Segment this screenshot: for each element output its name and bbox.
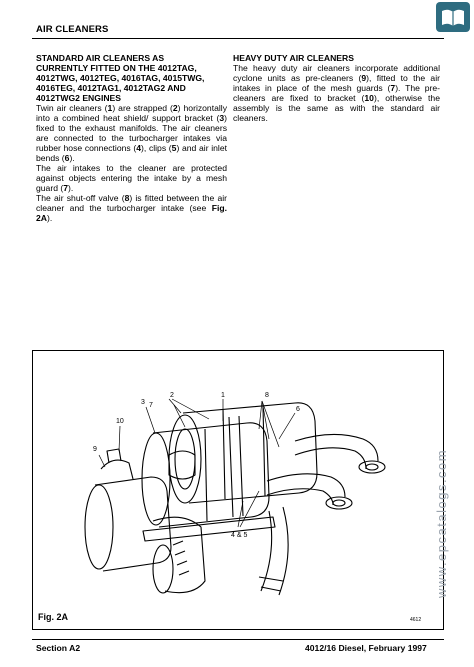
callout-1: 1 xyxy=(221,392,225,399)
watermark-text: www.epcatalogs.com xyxy=(434,448,449,598)
left-heading-line: STANDARD AIR CLEANERS AS xyxy=(36,53,165,63)
book-logo-icon xyxy=(436,2,470,32)
right-column xyxy=(233,53,440,123)
footer-section: Section A2 xyxy=(36,643,81,653)
callout-10: 10 xyxy=(116,418,124,425)
header-rule xyxy=(32,38,444,39)
left-heading-line: 4012TWG, 4012TEG, 4016TAG, 4015TWG, xyxy=(36,73,205,83)
left-heading-line: CURRENTLY FITTED ON THE 4012TAG, xyxy=(36,63,197,73)
footer-doc: 4012/16 Diesel, February 1997 xyxy=(305,643,427,653)
footer-rule xyxy=(32,639,444,640)
callout-8: 8 xyxy=(265,392,269,399)
section-title: AIR CLEANERS xyxy=(36,24,109,35)
callout-9: 9 xyxy=(93,446,97,453)
figure-code: 4612 xyxy=(410,617,422,623)
callout-6: 6 xyxy=(296,406,300,413)
paragraph-mesh-guard: The air intakes to the cleaner are protected against objects entering the intake by a mesh guard (7). xyxy=(36,163,227,193)
callout-4-5: 4 & 5 xyxy=(231,532,248,539)
paragraph-shutoff-valve: The air shut-off valve (8) is fitted between the air cleaner and the turbocharger intake (see Fig. 2A). xyxy=(36,193,227,223)
callout-2: 2 xyxy=(170,392,174,399)
callout-7: 7 xyxy=(149,402,153,409)
paragraph-air-cleaners: Twin air cleaners (1) are strapped (2) horizontally into a combined heat shield/ support bracket (3) fixed to the exhaust manifolds. The air cleaners are connected to the turbocharger intakes via rubber hose connections (4), clips (5) and air inlet bends (6). xyxy=(36,103,227,163)
paragraph-heavy-duty: The heavy duty air cleaners incorporate additional cyclone units as pre-cleaners (9), fitted to the air intakes in place of the mesh guards (7). The pre-cleaners are fixed to bracket (10), otherwise the assembly is the same as with the standard air cleaners. xyxy=(233,63,440,123)
callout-3: 3 xyxy=(141,399,145,406)
left-heading-line: 4012TWG2 ENGINES xyxy=(36,93,122,103)
left-column xyxy=(36,53,227,223)
figure-frame xyxy=(32,350,444,630)
figure-label: Fig. 2A xyxy=(38,612,69,622)
right-heading: HEAVY DUTY AIR CLEANERS xyxy=(233,53,354,63)
left-heading-line: 4016TEG, 4012TAG1, 4012TAG2 AND xyxy=(36,83,186,93)
air-cleaner-assembly-illustration xyxy=(33,351,443,629)
